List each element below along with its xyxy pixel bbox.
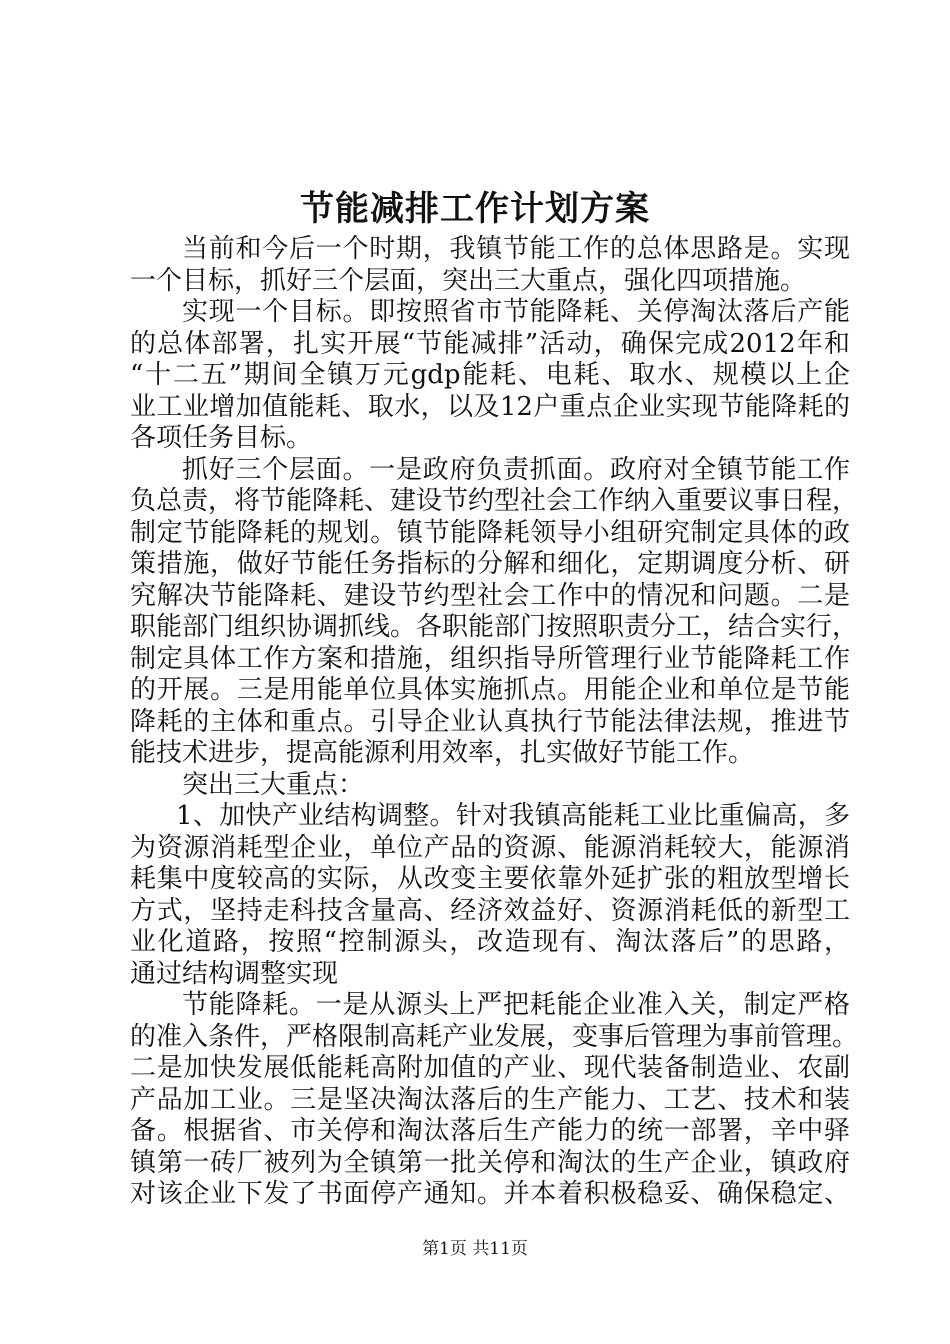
- body-line: 镇第一砖厂被列为全镇第一批关停和淘汰的生产企业，镇政府: [130, 1147, 850, 1178]
- body-line: 耗集中度较高的实际，从改变主要依靠外延扩张的粗放型增长: [130, 864, 850, 894]
- body-line: 各项任务目标。: [130, 423, 313, 453]
- body-line: 节能降耗。一是从源头上严把耗能企业准入关，制定严格: [182, 990, 850, 1020]
- body-line: 业工业增加值能耗、取水，以及12户重点企业实现节能降耗的: [130, 391, 850, 422]
- body-line: 备。根据省、市关停和淘汰落后生产能力的统一部署，辛中驿: [130, 1116, 850, 1146]
- body-line: 负总责，将节能降耗、建设节约型社会工作纳入重要议事日程，: [130, 486, 859, 516]
- body-line: 的总体部署，扎实开展“节能减排”活动，确保完成2012年和: [130, 328, 850, 359]
- body-line: 实现一个目标。即按照省市节能降耗、关停淘汰落后产能: [182, 297, 850, 327]
- body-line: 通过结构调整实现: [130, 958, 339, 989]
- body-line: 对该企业下发了书面停产通知。并本着积极稳妥、确保稳定、: [130, 1179, 850, 1209]
- body-line: 一个目标，抓好三个层面，突出三大重点，强化四项措施。: [130, 265, 807, 296]
- document-title: 节能减排工作计划方案: [300, 189, 650, 229]
- document-body: [130, 234, 859, 1211]
- body-line: 能技术进步，提高能源利用效率，扎实做好节能工作。: [130, 738, 755, 768]
- body-line: 职能部门组织协调抓线。各职能部门按照职责分工，结合实行，: [130, 612, 859, 642]
- body-line: 制定节能降耗的规划。镇节能降耗领导小组研究制定具体的政: [130, 517, 850, 548]
- body-line: 当前和今后一个时期，我镇节能工作的总体思路是。实现: [182, 234, 850, 264]
- body-line: “十二五”期间全镇万元gdp能耗、电耗、取水、规模以上企: [130, 360, 850, 390]
- body-line: 策措施，做好节能任务指标的分解和细化，定期调度分析、研: [130, 549, 850, 579]
- body-line: 究解决节能降耗、建设节约型社会工作中的情况和问题。二是: [130, 580, 850, 611]
- body-line: 抓好三个层面。一是政府负责抓面。政府对全镇节能工作: [182, 454, 850, 485]
- body-line: 二是加快发展低能耗高附加值的产业、现代装备制造业、农副: [130, 1053, 850, 1083]
- body-line: 方式，坚持走科技含量高、经济效益好、资源消耗低的新型工: [130, 895, 850, 926]
- body-line: 1、加快产业结构调整。针对我镇高能耗工业比重偏高，多: [176, 801, 850, 831]
- body-line: 制定具体工作方案和措施，组织指导所管理行业节能降耗工作: [130, 643, 850, 674]
- body-line: 的准入条件，严格限制高耗产业发展，变事后管理为事前管理。: [130, 1021, 859, 1052]
- body-line: 突出三大重点：: [182, 769, 365, 800]
- page-footer: 第1页 共11页: [422, 1239, 528, 1259]
- body-line: 的开展。三是用能单位具体实施抓点。用能企业和单位是节能: [130, 675, 850, 705]
- body-line: 降耗的主体和重点。引导企业认真执行节能法律法规，推进节: [130, 706, 850, 737]
- body-line: 业化道路，按照“控制源头，改造现有、淘汰落后”的思路，: [130, 927, 850, 957]
- body-line: 产品加工业。三是坚决淘汰落后的生产能力、工艺、技术和装: [130, 1084, 850, 1115]
- body-line: 为资源消耗型企业，单位产品的资源、能源消耗较大，能源消: [130, 832, 850, 863]
